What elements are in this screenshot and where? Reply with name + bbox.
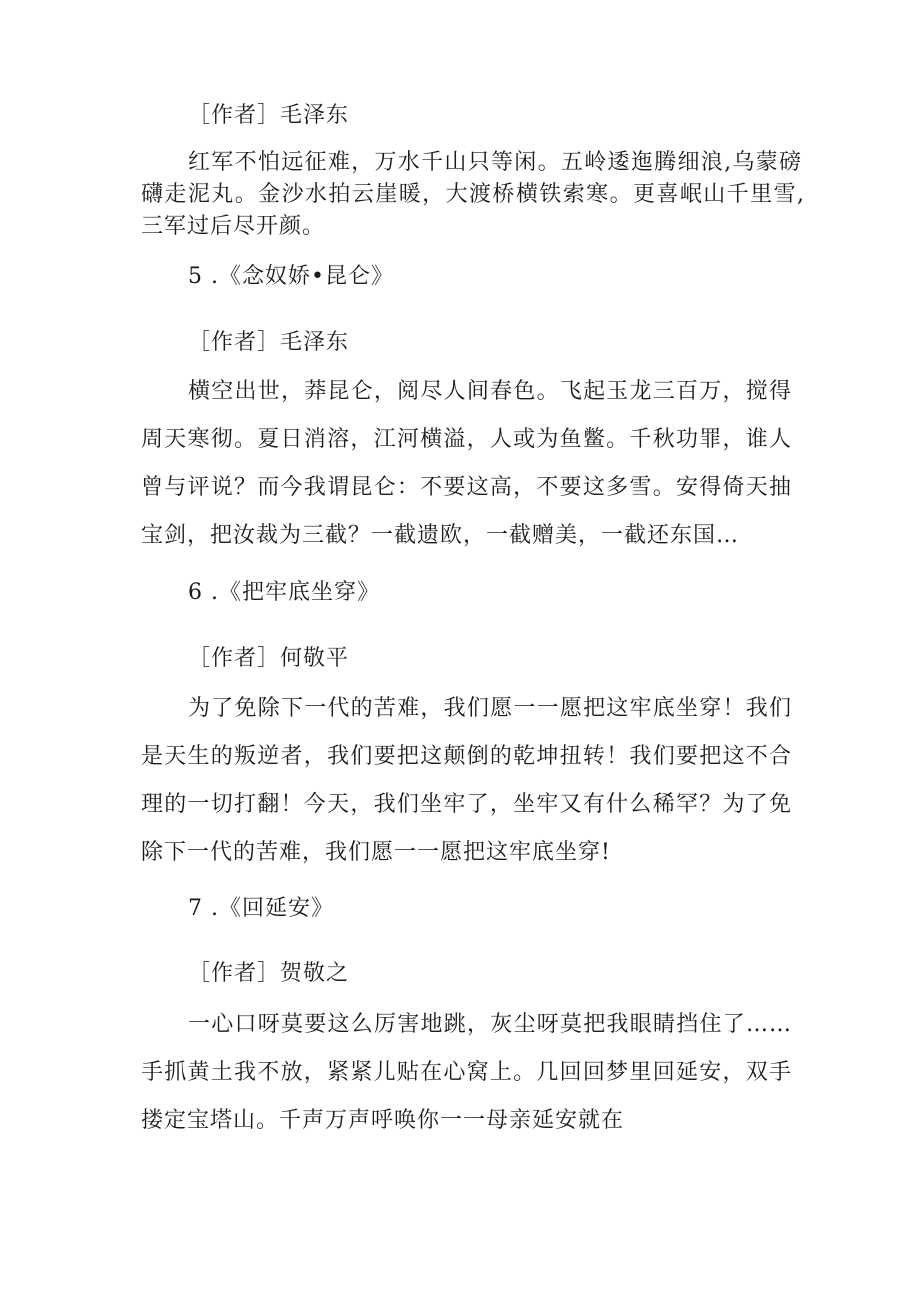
poem-line: 搂定宝塔山。千声万声呼唤你一一母亲延安就在: [141, 1108, 625, 1133]
author-line: ［作者］贺敬之: [188, 961, 350, 986]
poem-line: 曾与评说？而今我谓昆仑：不要这高，不要这多雪。安得倚天抽: [141, 475, 792, 500]
author-line: ［作者］何敬平: [188, 646, 350, 671]
poem-line: 手抓黄土我不放，紧紧儿贴在心窝上。几回回梦里回延安，双手: [141, 1060, 792, 1085]
poem-line: 为了免除下一代的苦难，我们愿一一愿把这牢底坐穿！我们: [188, 696, 792, 721]
poem-line: 横空出世，莽昆仑，阅尽人间春色。飞起玉龙三百万，搅得: [188, 379, 792, 404]
author-line: ［作者］毛泽东: [188, 103, 350, 128]
poem-line: 礴走泥丸。金沙水拍云崖暖，大渡桥横铁索寒。更喜岷山千里雪,: [141, 182, 805, 207]
poem-heading: 6 .《把牢底坐穿》: [188, 580, 380, 605]
poem-line: 周天寒彻。夏日消溶，江河横溢，人或为鱼鳖。千秋功罪，谁人: [141, 427, 792, 452]
poem-line: 理的一切打翻！今天，我们坐牢了，坐牢又有什么稀罕？为了免: [141, 792, 792, 817]
poem-heading: 7 .《回延安》: [188, 896, 334, 921]
poem-line: 红军不怕远征难，万水千山只等闲。五岭逶迤腾细浪,乌蒙磅: [188, 150, 802, 175]
poem-line: 一心口呀莫要这么厉害地跳，灰尘呀莫把我眼睛挡住了……: [188, 1012, 792, 1037]
author-line: ［作者］毛泽东: [188, 330, 350, 355]
poem-heading: 5 .《念奴娇•昆仑》: [188, 264, 394, 289]
poem-line: 是天生的叛逆者，我们要把这颠倒的乾坤扭转！我们要把这不合: [141, 744, 792, 769]
poem-line: 三军过后尽开颜。: [141, 214, 326, 239]
poem-line: 除下一代的苦难，我们愿一一愿把这牢底坐穿!: [141, 840, 611, 865]
poem-line: 宝剑，把汝裁为三截？一截遗欧，一截赠美，一截还东国…: [141, 523, 740, 548]
